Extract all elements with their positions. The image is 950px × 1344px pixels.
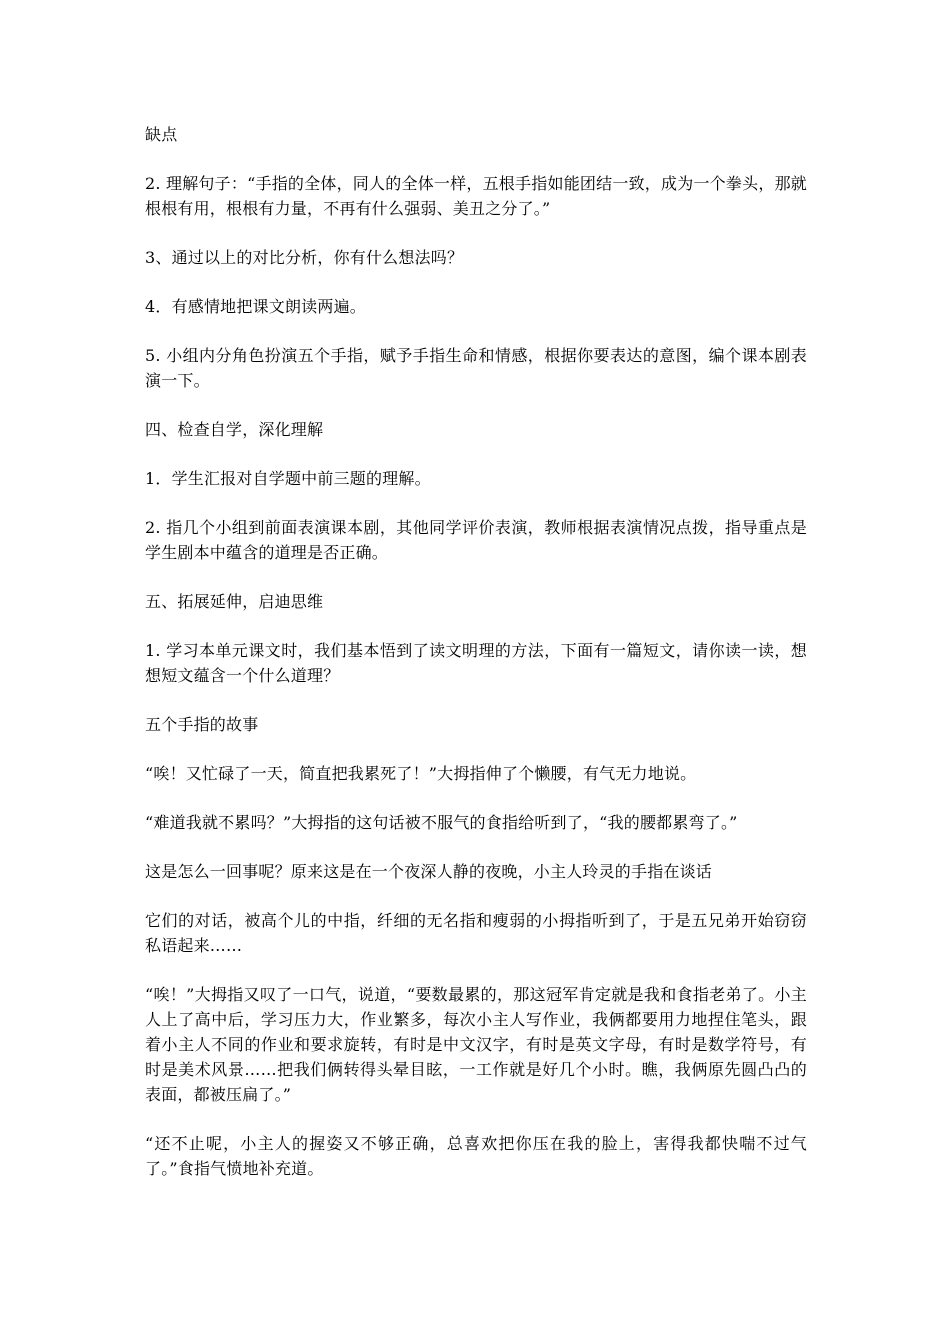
- paragraph: 3、通过以上的对比分析，你有什么想法吗？: [145, 248, 464, 267]
- paragraph: 4．有感情地把课文朗读两遍。: [145, 297, 366, 316]
- paragraph: “唉！又忙碌了一天，简直把我累死了！”大拇指伸了个懒腰，有气无力地说。: [145, 764, 697, 783]
- section-heading: 四、检查自学，深化理解: [145, 420, 324, 439]
- paragraph: “难道我就不累吗？”大拇指的这句话被不服气的食指给听到了，“我的腰都累弯了。”: [145, 813, 738, 832]
- paragraph: 1. 学习本单元课文时，我们基本悟到了读文明理的方法，下面有一篇短文，请你读一读，想想短文蕴含一个什么道理？: [145, 641, 807, 685]
- paragraph: “还不止呢，小主人的握姿又不够正确，总喜欢把你压在我的脸上，害得我都快喘不过气了。”食指气愤地补充道。: [145, 1134, 807, 1178]
- paragraph: 这是怎么一回事呢？原来这是在一个夜深人静的夜晚，小主人玲灵的手指在谈话: [145, 862, 713, 881]
- story-title: 五个手指的故事: [145, 715, 259, 734]
- paragraph: 2. 指几个小组到前面表演课本剧，其他同学评价表演，教师根据表演情况点拨，指导重点是学生剧本中蕴含的道理是否正确。: [145, 518, 807, 562]
- paragraph: 2. 理解句子：“手指的全体，同人的全体一样，五根手指如能团结一致，成为一个拳头，那就根根有用，根根有力量，不再有什么强弱、美丑之分了。”: [145, 174, 807, 218]
- paragraph: 它们的对话，被高个儿的中指，纤细的无名指和瘦弱的小拇指听到了，于是五兄弟开始窃窃私语起来……: [145, 911, 807, 955]
- paragraph: 5. 小组内分角色扮演五个手指，赋予手指生命和情感，根据你要表达的意图，编个课本剧表演一下。: [145, 346, 807, 390]
- document-body: [145, 122, 807, 1205]
- paragraph: 缺点: [145, 125, 178, 144]
- paragraph: 1．学生汇报对自学题中前三题的理解。: [145, 469, 431, 488]
- section-heading: 五、拓展延伸，启迪思维: [145, 592, 324, 611]
- paragraph: “唉！”大拇指又叹了一口气，说道，“要数最累的，那这冠军肯定就是我和食指老弟了。小主人上了高中后，学习压力大，作业繁多，每次小主人写作业，我俩都要用力地捏住笔头，跟着小主人不同的作业和要求旋转，有时是中文汉字，有时是英文字母，有时是数学符号，有时是美术风景……把我们俩转得头晕目眩，一工作就是好几个小时。瞧，我俩原先圆凸凸的表面，都被压扁了。”: [145, 985, 807, 1104]
